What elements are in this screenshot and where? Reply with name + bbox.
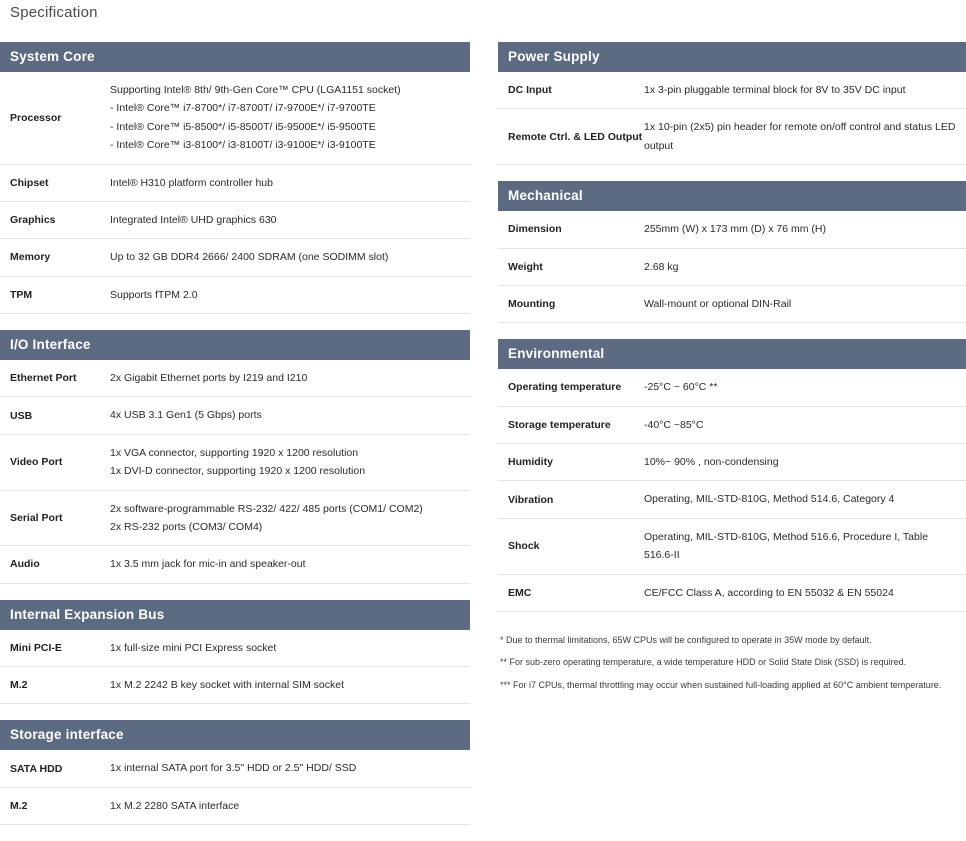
- table-row: [498, 369, 966, 406]
- spec-table: [0, 42, 470, 314]
- right-column: [498, 42, 966, 841]
- footnotes: [498, 634, 966, 693]
- spec-row-value: [100, 546, 470, 583]
- spec-row-label: Weight: [498, 248, 634, 285]
- table-row: [498, 406, 966, 443]
- spec-table-header: I/O Interface: [0, 330, 470, 360]
- left-column: [0, 42, 470, 841]
- table-row: [0, 72, 470, 164]
- spec-value-line: Supporting Intel® 8th/ 9th-Gen Core™ CPU (LGA1151 socket): [110, 84, 401, 96]
- spec-row-label: Ethernet Port: [0, 360, 100, 397]
- spec-value-line: 1x 3.5 mm jack for mic-in and speaker-out: [110, 558, 306, 571]
- spec-row-value: [100, 72, 470, 164]
- spec-row-value: [634, 481, 966, 518]
- table-row: [0, 276, 470, 313]
- spec-row-label: Memory: [0, 239, 100, 276]
- spec-value-line: Integrated Intel® UHD graphics 630: [110, 213, 277, 226]
- spec-value-line: - Intel® Core™ i5-8500*/ i5-8500T/ i5-9500E*/ i5-9500TE: [110, 120, 376, 133]
- spec-row-label: Video Port: [0, 434, 100, 490]
- table-row: [0, 239, 470, 276]
- spec-row-value: [634, 574, 966, 611]
- spec-value-line: 10%~ 90% , non-condensing: [644, 456, 779, 468]
- spec-row-label: USB: [0, 397, 100, 434]
- spec-row-value: [634, 444, 966, 481]
- table-row: [0, 397, 470, 434]
- spec-value-line: 1x 10-pin (2x5) pin header for remote on/off control and status LED output: [644, 121, 956, 152]
- spec-value-line: - Intel® Core™ i3-8100*/ i3-8100T/ i3-9100E*/ i3-9100TE: [110, 139, 376, 152]
- table-row: [0, 787, 470, 824]
- spec-value-line: 1x internal SATA port for 3.5" HDD or 2.5" HDD/ SSD: [110, 762, 357, 775]
- spec-value-line: 2x software-programmable RS-232/ 422/ 485 ports (COM1/ COM2): [110, 502, 423, 515]
- spec-row-label: Dimension: [498, 211, 634, 248]
- spec-row-value: [100, 360, 470, 397]
- spec-value-line: 1x 3-pin pluggable terminal block for 8V to 35V DC input: [644, 84, 906, 96]
- spec-columns: [0, 42, 966, 841]
- spec-table-header: Internal Expansion Bus: [0, 600, 470, 630]
- spec-table: [0, 600, 470, 705]
- spec-row-label: SATA HDD: [0, 750, 100, 787]
- table-row: [0, 667, 470, 704]
- spec-row-value: [100, 434, 470, 490]
- spec-value-line: 255mm (W) x 173 mm (D) x 76 mm (H): [644, 223, 827, 236]
- spec-row-value: [100, 164, 470, 201]
- spec-value-line: 2x RS-232 ports (COM3/ COM4): [110, 520, 263, 533]
- table-row: [498, 285, 966, 322]
- table-row: [498, 574, 966, 611]
- spec-value-line: Operating, MIL-STD-810G, Method 514.6, Category 4: [644, 493, 895, 506]
- table-row: [498, 72, 966, 109]
- spec-table: [498, 181, 966, 323]
- spec-row-value: [100, 239, 470, 276]
- spec-table-header: System Core: [0, 42, 470, 72]
- table-row: [498, 481, 966, 518]
- spec-table-header: Mechanical: [498, 181, 966, 211]
- spec-row-label: Operating temperature: [498, 369, 634, 406]
- spec-row-label: Processor: [0, 72, 100, 164]
- spec-value-line: Wall-mount or optional DIN-Rail: [644, 297, 792, 310]
- spec-row-label: Graphics: [0, 201, 100, 238]
- spec-row-value: [100, 787, 470, 824]
- spec-row-value: [100, 276, 470, 313]
- spec-row-value: [634, 211, 966, 248]
- spec-value-line: 2.68 kg: [644, 260, 679, 273]
- table-row: [0, 490, 470, 546]
- spec-row-label: TPM: [0, 276, 100, 313]
- table-row: [498, 211, 966, 248]
- table-row: [498, 109, 966, 165]
- spec-value-line: Operating, MIL-STD-810G, Method 516.6, Procedure I, Table 516.6-II: [644, 530, 929, 562]
- spec-table-header: Power Supply: [498, 42, 966, 72]
- spec-row-value: [634, 248, 966, 285]
- left-tables-container: [0, 42, 470, 825]
- table-row: [498, 248, 966, 285]
- footnote: *** For i7 CPUs, thermal throttling may occur when sustained full-loading applied at 60°C ambient temperature.: [500, 679, 942, 690]
- spec-row-value: [100, 490, 470, 546]
- page-title: Specification: [10, 4, 98, 21]
- table-row: [0, 201, 470, 238]
- spec-value-line: 1x DVI-D connector, supporting 1920 x 1200 resolution: [110, 465, 366, 478]
- spec-value-line: 1x M.2 2280 SATA interface: [110, 799, 240, 812]
- table-row: [0, 630, 470, 667]
- spec-row-label: Mini PCI-E: [0, 630, 100, 667]
- table-row: [0, 546, 470, 583]
- spec-row-label: Mounting: [498, 285, 634, 322]
- spec-value-line: 4x USB 3.1 Gen1 (5 Gbps) ports: [110, 409, 262, 422]
- spec-row-value: [100, 667, 470, 704]
- spec-row-label: Humidity: [498, 444, 634, 481]
- spec-table: [0, 330, 470, 584]
- table-row: [0, 164, 470, 201]
- spec-value-line: CE/FCC Class A, according to EN 55032 & EN 55024: [644, 586, 894, 599]
- footnote: * Due to thermal limitations, 65W CPUs will be configured to operate in 35W mode by default.: [500, 634, 872, 645]
- spec-row-value: [100, 750, 470, 787]
- footnote: ** For sub-zero operating temperature, a wide temperature HDD or Solid State Disk (SSD) is required.: [500, 657, 907, 668]
- spec-row-label: Serial Port: [0, 490, 100, 546]
- spec-value-line: 2x Gigabit Ethernet ports by I219 and I210: [110, 372, 308, 384]
- spec-value-line: -40°C ~85°C: [644, 418, 704, 431]
- spec-row-value: [634, 518, 966, 574]
- spec-row-label: EMC: [498, 574, 634, 611]
- spec-row-value: [100, 201, 470, 238]
- spec-row-value: [634, 72, 966, 109]
- spec-table-header: Storage interface: [0, 720, 470, 750]
- spec-row-value: [634, 406, 966, 443]
- table-row: [0, 750, 470, 787]
- spec-row-value: [100, 397, 470, 434]
- spec-value-line: 1x VGA connector, supporting 1920 x 1200 resolution: [110, 446, 359, 459]
- spec-row-label: Remote Ctrl. & LED Output: [498, 109, 634, 165]
- spec-row-value: [634, 109, 966, 165]
- spec-row-label: DC Input: [498, 72, 634, 109]
- spec-value-line: Supports fTPM 2.0: [110, 288, 198, 301]
- spec-row-label: Audio: [0, 546, 100, 583]
- table-row: [498, 518, 966, 574]
- spec-row-label: Vibration: [498, 481, 634, 518]
- spec-table-header: Environmental: [498, 339, 966, 369]
- spec-value-line: Up to 32 GB DDR4 2666/ 2400 SDRAM (one SODIMM slot): [110, 251, 389, 264]
- spec-value-line: 1x full-size mini PCI Express socket: [110, 641, 277, 654]
- spec-table: [498, 339, 966, 612]
- spec-value-line: 1x M.2 2242 B key socket with internal SIM socket: [110, 679, 345, 691]
- table-row: [498, 444, 966, 481]
- table-row: [0, 360, 470, 397]
- spec-value-line: - Intel® Core™ i7-8700*/ i7-8700T/ i7-9700E*/ i7-9700TE: [110, 102, 376, 115]
- spec-row-label: Shock: [498, 518, 634, 574]
- spec-row-value: [100, 630, 470, 667]
- spec-table: [498, 42, 966, 165]
- spec-row-value: [634, 285, 966, 322]
- spec-table: [0, 720, 470, 825]
- spec-row-label: M.2: [0, 787, 100, 824]
- spec-row-value: [634, 369, 966, 406]
- spec-row-label: Chipset: [0, 164, 100, 201]
- right-tables-container: [498, 42, 966, 612]
- table-row: [0, 434, 470, 490]
- spec-value-line: -25°C ~ 60°C **: [644, 381, 718, 394]
- spec-row-label: Storage temperature: [498, 406, 634, 443]
- spec-value-line: Intel® H310 platform controller hub: [110, 176, 273, 189]
- spec-row-label: M.2: [0, 667, 100, 704]
